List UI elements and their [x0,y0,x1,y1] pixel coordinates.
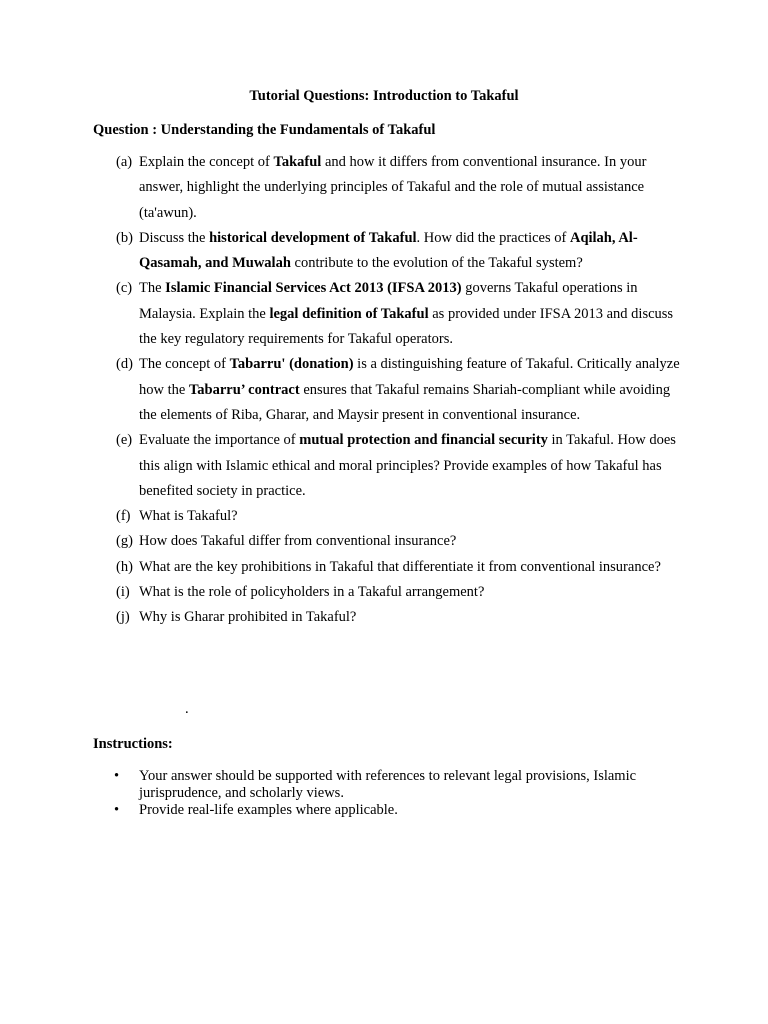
document-title: Tutorial Questions: Introduction to Takaful [249,88,519,104]
question-text-run: Discuss the [139,229,210,246]
question-text-run: in Takaful. How does this align with Islamic ethical and moral principles? Provide examples of how Takaful has benefited society in practice. [139,432,676,499]
question-label: (b) [116,229,133,246]
question-text-run: Evaluate the importance of [139,432,300,449]
question-text-run: How does Takaful differ from conventional insurance? [139,533,457,550]
question-text-bold: Tabarru' (donation) [229,356,354,373]
question-label: (a) [116,154,133,170]
question-text [139,150,684,226]
question-text-run: The concept of [139,356,230,373]
question-text-run: contribute to the evolution of the Takaful system? [290,255,583,272]
question-text-bold: mutual protection and financial security [299,432,548,449]
question-text-bold: historical development of Takaful [209,229,417,246]
question-text [139,580,684,605]
question-item [0,276,768,352]
question-text-run: What is the role of policyholders in a Takaful arrangement? [139,584,485,601]
question-text [139,428,684,504]
bullet-icon: • [114,802,120,818]
question-text-run: ensures that Takaful remains Shariah-compliant while avoiding the elements of Riba, Gharar, and Maysir present in conventional insurance. [139,381,671,423]
question-heading: Question : Understanding the Fundamentals of Takaful [93,122,436,138]
stray-dot: . [185,701,189,717]
question-label: (j) [116,609,130,626]
question-text-bold: Takaful [273,154,322,170]
question-label: (d) [116,356,133,373]
question-item [0,504,768,529]
question-text-run: What are the key prohibitions in Takaful that differentiate it from conventional insurance? [139,558,661,575]
question-label: (c) [116,280,133,297]
question-label: (e) [116,432,133,449]
question-item [0,555,768,580]
question-text [139,605,684,630]
question-text-bold: Islamic Financial Services Act 2013 (IFSA 2013) [165,280,462,297]
question-item [0,428,768,504]
question-label: (i) [116,584,130,601]
question-label: (g) [116,533,133,550]
question-text-run: . How did the practices of [416,229,570,246]
question-text [139,529,684,554]
bullet-icon: • [114,768,120,784]
question-text-bold: Tabarru’ contract [188,381,300,398]
question-text-bold: Aqilah, Al-Qasamah, and Muwalah [139,229,638,272]
question-text [139,504,684,529]
question-text [139,352,684,428]
question-list [0,150,768,631]
instruction-item [0,802,768,819]
question-item [0,226,768,277]
question-text-run: is a distinguishing feature of Takaful. Critically analyze how the [139,356,680,398]
question-text-run: Why is Gharar prohibited in Takaful? [139,609,357,626]
question-text-run: governs Takaful operations in Malaysia. Explain the [139,280,638,322]
question-text [139,226,684,277]
instruction-item [0,768,768,802]
question-text-run: Explain the concept of [139,154,274,170]
question-text-run: as provided under IFSA 2013 and discuss the key regulatory requirements for Takaful operators. [139,305,674,348]
question-text-run: The [139,280,166,297]
question-text-run: What is Takaful? [139,508,238,525]
question-item [0,580,768,605]
question-text [139,555,684,580]
question-item [0,150,768,226]
question-item [0,352,768,428]
question-item [0,529,768,554]
instructions-list [0,768,768,819]
question-label: (f) [116,508,131,525]
instructions-heading: Instructions: [93,736,173,752]
instruction-text: Your answer should be supported with references to relevant legal provisions, Islamic jurisprudence, and scholarly views. [139,768,637,801]
instruction-text: Provide real-life examples where applicable. [139,802,398,818]
question-text [139,276,684,352]
question-item [0,605,768,630]
question-text-bold: legal definition of Takaful [269,305,429,322]
question-text-run: and how it differs from conventional insurance. In your answer, highlight the underlying principles of Takaful and the role of mutual assistance (ta'awun). [139,154,647,221]
question-label: (h) [116,558,133,575]
